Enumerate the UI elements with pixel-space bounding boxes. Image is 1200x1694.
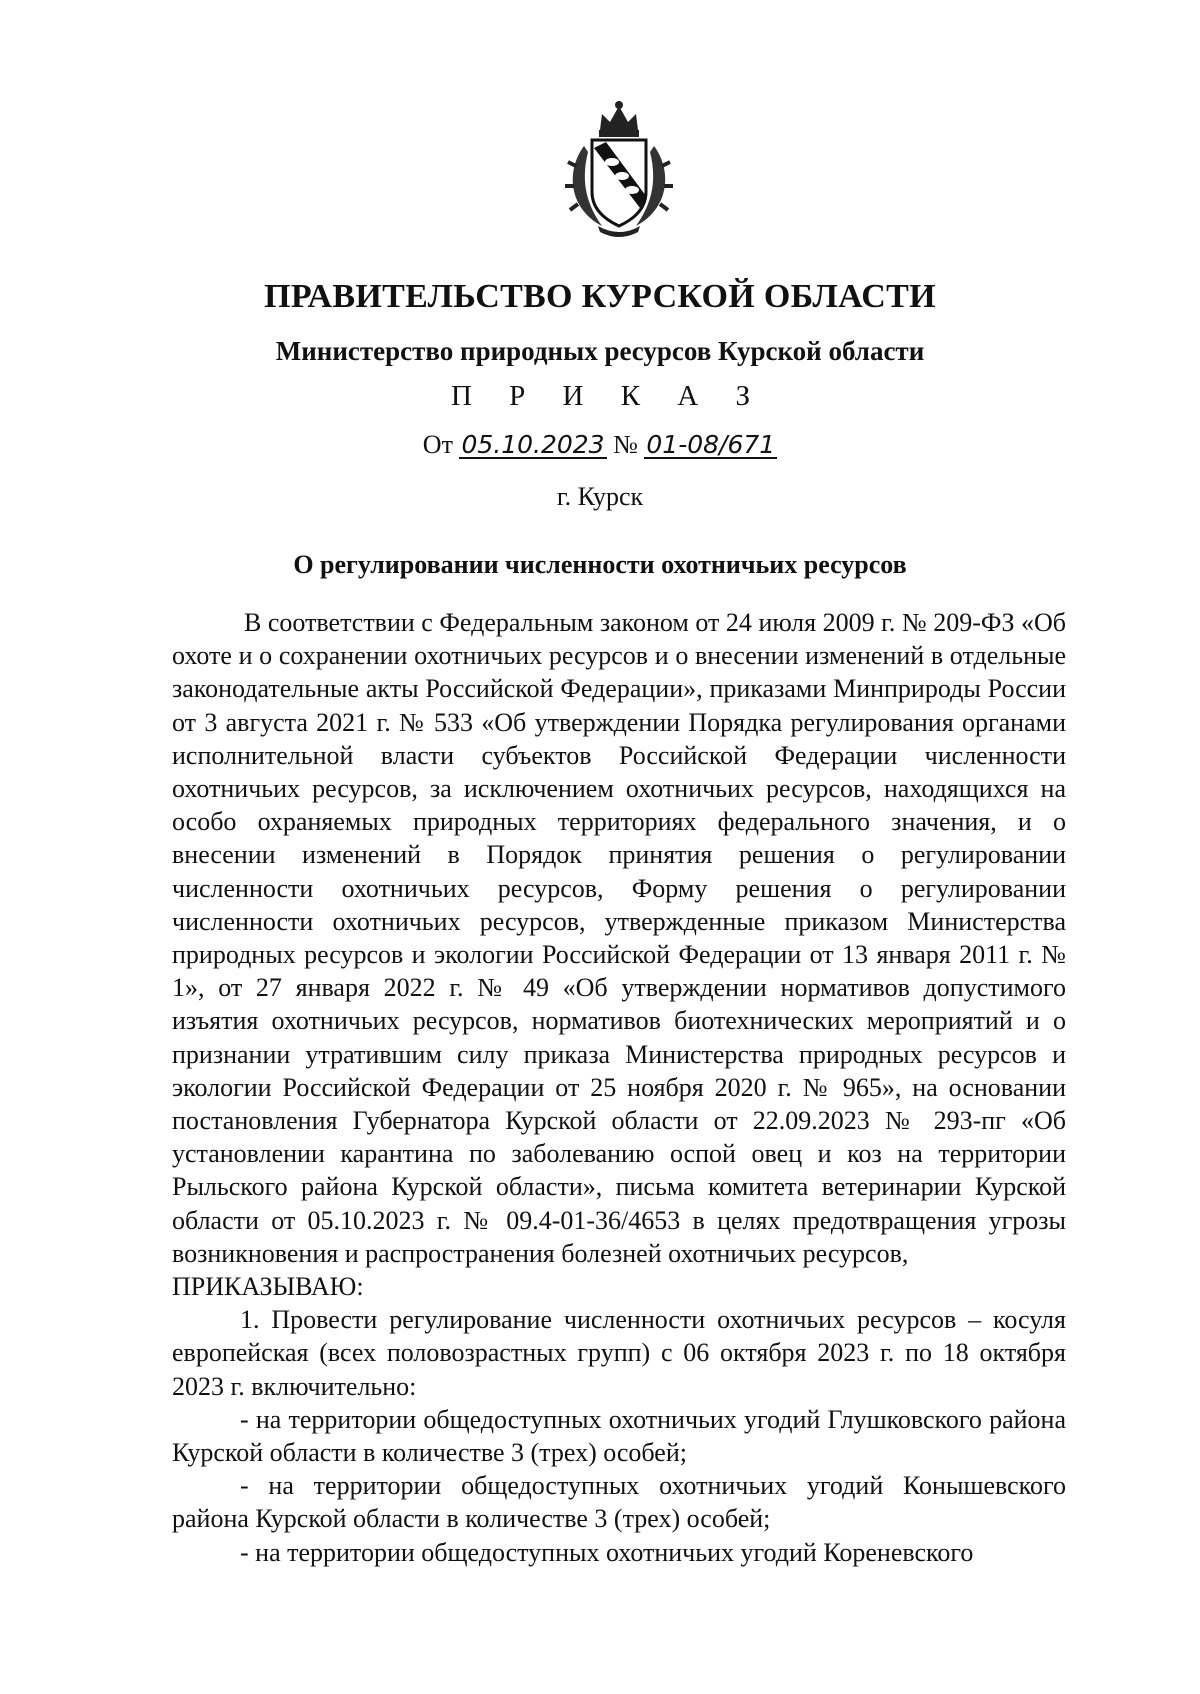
preamble-paragraph: В соответствии с Федеральным законом от 24 июля 2009 г. № 209-ФЗ «Об охоте и о сохранении охотничьих ресурсов и о внесении изменений в отдельные законодательные акты Российской Федерации», приказами Минприроды России от 3 августа 2021 г. № 533 «Об утверждении Порядка регулирования органами исполнительной власти субъектов Российской Федерации численности охотничьих ресурсов, за исключением охотничьих ресурсов, находящихся на особо охраняемых природных территориях федерального значения, и о внесении изменений в Порядок принятия решения о регулировании численности охотничьих ресурсов, Форму решения о регулировании численности охотничьих ресурсов, утвержденные приказом Министерства природных ресурсов и экологии Российской Федерации от 13 января 2011 г. № 1», от 27 января 2022 г. № 49 «Об утверждении нормативов допустимого изъятия охотничьих ресурсов, нормативов биотехнических мероприятий и о признании утратившим силу приказа Министерства природных ресурсов и экологии Российской Федерации от 25 ноября 2020 г. № 965», на основании постановления Губернатора Курской области от 22.09.2023 № 293-пг «Об установлении карантина по заболеванию оспой овец и коз на территории Рыльского района Курской области», письма комитета ветеринарии Курской области от 05.10.2023 г. № 09.4-01-36/4653 в целях предотвращения угрозы возникновения и распространения болезней охотничьих ресурсов,: [172, 608, 1066, 1268]
date-prefix: От: [422, 430, 453, 459]
order-bullet: - на территории общедоступных охотничьих угодий Глушковского района Курской области в количестве 3 (трех) особей;: [172, 1404, 1066, 1468]
order-subject: О регулировании численности охотничьих ресурсов: [293, 550, 907, 579]
kursk-coat-of-arms-icon: [562, 100, 676, 240]
government-title: ПРАВИТЕЛЬСТВО КУРСКОЙ ОБЛАСТИ: [264, 278, 936, 315]
ministry-name: Министерство природных ресурсов Курской области: [275, 336, 925, 366]
order-body: [172, 606, 1066, 1569]
order-bullet: - на территории общедоступных охотничьих угодий Конышевского района Курской области в количестве 3 (трех) особей;: [172, 1471, 1066, 1534]
city-line: г. Курск: [556, 482, 644, 511]
order-item-1: 1. Провести регулирование численности охотничьих ресурсов – косуля европейская (всех половозрастных групп) с 06 октября 2023 г. по 18 октября 2023 г. включительно:: [172, 1305, 1066, 1401]
order-verb: ПРИКАЗЫВАЮ:: [172, 1272, 364, 1302]
order-date-number: [0, 430, 1200, 460]
order-bullet: - на территории общедоступных охотничьих угодий Кореневского: [240, 1537, 974, 1567]
number-sign: №: [613, 430, 638, 459]
order-date-handwritten: 05.10.2023: [461, 430, 605, 459]
order-number-handwritten: 01-08/671: [646, 430, 776, 459]
order-heading: П Р И К А З: [450, 380, 766, 412]
